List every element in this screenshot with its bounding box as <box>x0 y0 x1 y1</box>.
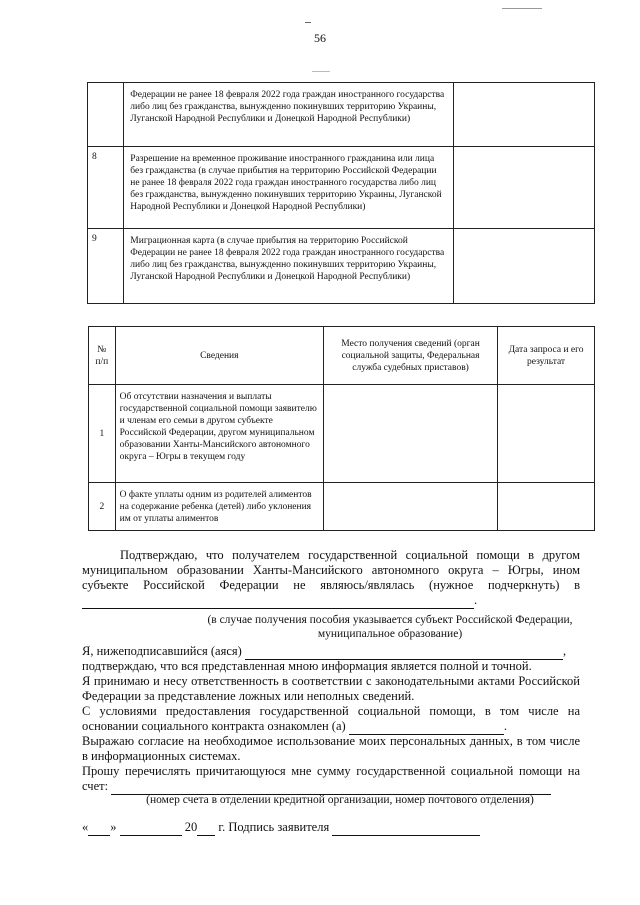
row-number: 2 <box>89 483 116 531</box>
undersigned-label: Я, нижеподписавшийся (аяся) <box>82 644 242 658</box>
row-text: Федерации не ранее 18 февраля 2022 года граждан иностранного государства либо лиц без гражданства, вынужденно покинувших территорию Украины, Луганской Народной Республики и Донецкой Народной Республики) <box>124 83 454 147</box>
statement-conditions: С условиями предоставления государственной социальной помощи, в том числе на основании социального контракта ознакомлен (а) . <box>82 704 580 733</box>
undersigned-line: Я, нижеподписавшийся (аяся) , <box>82 644 567 658</box>
table-row <box>88 147 595 229</box>
day-input-line[interactable] <box>88 820 110 836</box>
row-empty-cell <box>323 483 497 531</box>
year-input-line[interactable] <box>197 820 215 836</box>
signature-input-line[interactable] <box>332 820 480 836</box>
table-header-row <box>89 327 595 385</box>
row-empty-cell <box>498 385 595 483</box>
documents-table <box>87 82 595 304</box>
row-text: Об отсутствии назначения и выплаты государственной социальной помощи заявителю и членам его семьи в другом субъекте Российской Федерации, другом муниципальном образовании Ханты-Мансийского автономного округа – Югры в текущем году <box>115 385 323 483</box>
row-number <box>88 83 124 147</box>
header-date: Дата запроса и его результат <box>498 327 595 385</box>
transfer-text: Прошу перечислять причитающуюся мне сумму государственной социальной помощи на счет: <box>82 764 580 793</box>
statement-responsibility: Я принимаю и несу ответственность в соответствии с законодательными актами Российской Федерации за представление ложных или неполных сведений. <box>82 674 580 703</box>
signature-label: г. Подпись заявителя <box>218 820 330 834</box>
account-caption: (номер счета в отделении кредитной организации, номер почтового отделения) <box>146 794 534 806</box>
confirmation-paragraph: Подтверждаю, что получателем государственной социальной помощи в другом муниципальном образовании Ханты-Мансийского автономного округа – Югры, ином субъекте Российской Федерации не являюсь/являлась (нужное подчеркнуть) в . <box>82 548 580 607</box>
page-number: 56 <box>314 31 326 45</box>
header-num: № п/п <box>89 327 116 385</box>
scan-artifact <box>312 71 330 72</box>
conditions-text: С условиями предоставления государственной социальной помощи, в том числе на основании социального контракта ознакомлен (а) <box>82 704 580 733</box>
header-place: Место получения сведений (орган социальной защиты, Федеральная служба судебных приставов) <box>323 327 497 385</box>
table-row <box>88 83 595 147</box>
row-empty-cell <box>454 83 595 147</box>
information-table <box>88 326 595 531</box>
scan-artifact <box>502 8 542 9</box>
region-caption: (в случае получения пособия указывается субъект Российской Федерации, муниципальное образование) <box>207 614 573 640</box>
region-input-line[interactable] <box>82 593 474 609</box>
row-number: 9 <box>88 229 124 304</box>
row-empty-cell <box>498 483 595 531</box>
row-text: Миграционная карта (в случае прибытия на территорию Российской Федерации не ранее 18 февраля 2022 года граждан иностранного государства либо лиц без гражданства, вынужденно покинувших территорию Украины, Луганской Народной Республики и Донецкой Народной Республики) <box>124 229 454 304</box>
statement-consent: Выражаю согласие на необходимое использование моих персональных данных, в том числе в информационных системах. <box>82 734 580 763</box>
table-row <box>88 229 595 304</box>
row-number: 1 <box>89 385 116 483</box>
name-input-line[interactable] <box>245 644 563 660</box>
statement-transfer <box>82 764 580 795</box>
header-info: Сведения <box>115 327 323 385</box>
signature-line: « » 20 г. Подпись заявителя <box>82 820 580 836</box>
table-row <box>89 385 595 483</box>
row-text: О факте уплаты одним из родителей алиментов на содержание ребенка (детей) либо уклонения им от уплаты алиментов <box>115 483 323 531</box>
row-number: 8 <box>88 147 124 229</box>
confirmation-text: Подтверждаю, что получателем государственной социальной помощи в другом муниципальном образовании Ханты-Мансийского автономного округа – Югры, ином субъекте Российской Федерации не являюсь/являлась (нужное подчеркнуть) в <box>82 548 580 592</box>
month-input-line[interactable] <box>120 820 182 836</box>
statement-complete: подтверждаю, что вся представленная мною информация является полной и точной. <box>82 659 532 673</box>
scan-artifact <box>305 22 311 23</box>
acknowledged-input-line[interactable] <box>349 719 504 735</box>
row-empty-cell <box>323 385 497 483</box>
row-empty-cell <box>454 147 595 229</box>
row-empty-cell <box>454 229 595 304</box>
row-text: Разрешение на временное проживание иностранного гражданина или лица без гражданства (в случае прибытия на территорию Российской Федерации не ранее 18 февраля 2022 года граждан иностранного государства либо лиц без гражданства, вынужденно покинувших территорию Украины, Луганской Народной Республики и Донецкой Народной Республики) <box>124 147 454 229</box>
table-row <box>89 483 595 531</box>
